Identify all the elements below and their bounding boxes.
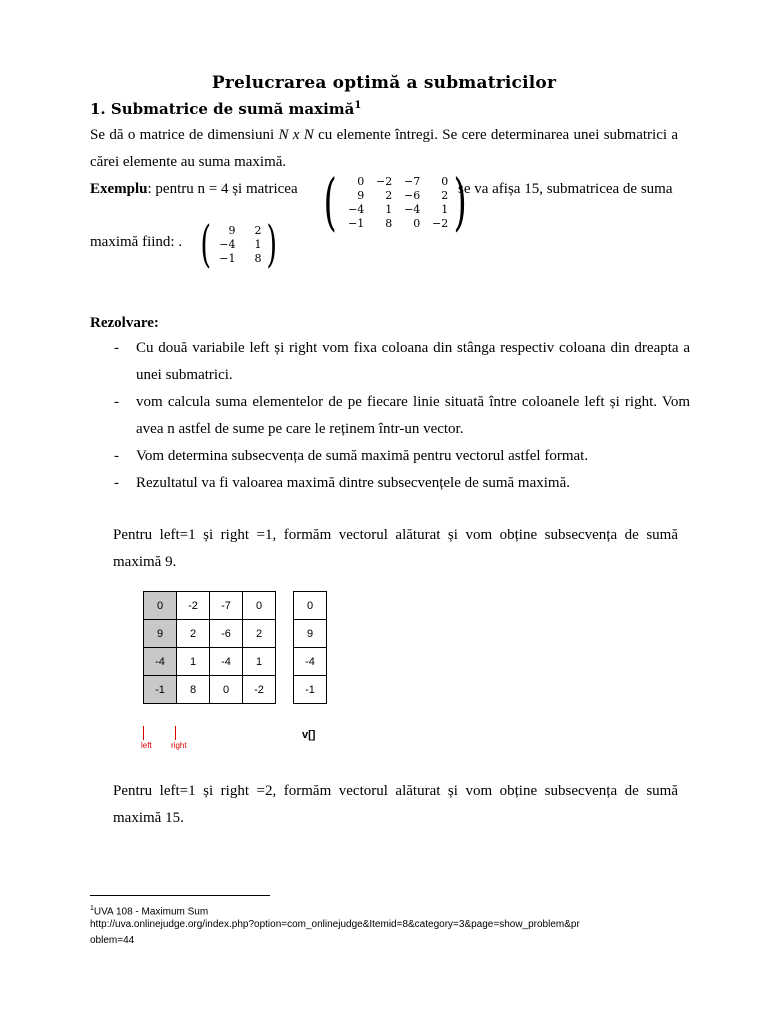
left-marker-label: left xyxy=(141,741,152,750)
solution-list-line: Rezultatul va fi valoarea maximă dintre subsecvențele de sumă maximă. xyxy=(136,475,571,491)
table-cell: 0 xyxy=(144,592,177,620)
solution-list xyxy=(90,335,690,497)
matrix-cell: 9 xyxy=(357,188,365,202)
table-cell: 0 xyxy=(210,676,243,704)
matrix-cell: 0 xyxy=(441,174,449,188)
matrix-cell: −7 xyxy=(403,174,421,188)
para2-line-1: Pentru left=1 și right =2, formăm vectorul alăturat și vom obține subsecvența de sumă xyxy=(113,783,678,799)
table-row xyxy=(294,592,327,620)
list-dash: - xyxy=(114,475,119,491)
matrix-cell: −2 xyxy=(375,174,393,188)
matrix-cell: 2 xyxy=(441,188,449,202)
matrix-cell: 1 xyxy=(385,202,393,216)
matrix-cell: −2 xyxy=(431,216,449,230)
matrix-cell: −6 xyxy=(403,188,421,202)
table-cell: -1 xyxy=(144,676,177,704)
footnote-mark: 1 xyxy=(90,905,94,912)
table-cell: -2 xyxy=(177,592,210,620)
table-cell: -2 xyxy=(243,676,276,704)
table-cell: 8 xyxy=(177,676,210,704)
intro-line-2: cărei elemente au suma maximă. xyxy=(90,154,287,170)
solution-list-line: Cu două variabile left și right vom fixa coloana din stânga respectiv coloana din dreapta a xyxy=(136,340,690,356)
table-row xyxy=(144,620,276,648)
matrix-cell: 0 xyxy=(357,174,365,188)
solution-list-item xyxy=(90,470,690,497)
matrix-cells xyxy=(342,175,448,230)
table-row xyxy=(294,620,327,648)
matrix-cell: −1 xyxy=(347,216,365,230)
table-cell: -6 xyxy=(210,620,243,648)
table-cell: 2 xyxy=(243,620,276,648)
page-title: Prelucrarea optimă a submatricilor xyxy=(211,73,557,93)
table-row xyxy=(144,648,276,676)
submatrix-cell: 1 xyxy=(254,237,262,251)
footnote-separator xyxy=(90,895,270,896)
footnote-reference[interactable]: 1 xyxy=(354,100,362,111)
footnote-url[interactable]: http://uva.onlinejudge.org/index.php?option=com_onlinejudge&Itemid=8&category=3&page=show_problem&pr xyxy=(90,919,580,930)
intro-text-b: cu elemente întregi. Se cere determinarea unei submatrici a xyxy=(313,127,679,143)
submatrix-cell: 8 xyxy=(254,251,262,265)
example-submatrix xyxy=(196,215,281,273)
matrix-cell: −4 xyxy=(347,202,365,216)
table-cell: 1 xyxy=(243,648,276,676)
vector-table xyxy=(293,591,327,704)
right-paren: ) xyxy=(453,165,467,238)
right-paren: ) xyxy=(265,215,277,273)
table-cell: 2 xyxy=(177,620,210,648)
intro-line-1 xyxy=(90,126,678,145)
example-line-2: maximă fiind: . xyxy=(90,234,183,250)
solution-list-line: unei submatrici. xyxy=(136,367,233,383)
table-row xyxy=(294,676,327,704)
left-marker-line xyxy=(143,726,144,740)
matrix-cell: 8 xyxy=(385,216,393,230)
table-cell: -4 xyxy=(210,648,243,676)
left-paren: ( xyxy=(323,165,337,238)
matrix-cell: 0 xyxy=(413,216,421,230)
solution-list-line: vom calcula suma elementelor de pe fiecare linie situată între coloanele left și right. Vom xyxy=(136,394,690,410)
table-cell: 9 xyxy=(144,620,177,648)
vector-cell: 9 xyxy=(294,620,327,648)
example-grid-table xyxy=(143,591,276,704)
vector-label: v[] xyxy=(302,729,316,741)
list-dash: - xyxy=(114,340,119,356)
solution-list-line: Vom determina subsecvența de sumă maximă pentru vectorul astfel format. xyxy=(136,448,589,464)
matrix-cell: −4 xyxy=(403,202,421,216)
matrix-cell: 2 xyxy=(385,188,393,202)
vector-cell: -1 xyxy=(294,676,327,704)
submatrix-cell: −1 xyxy=(219,251,236,265)
solution-list-item xyxy=(90,443,690,470)
intro-text-a: Se dă o matrice de dimensiuni xyxy=(90,127,279,143)
solution-heading: Rezolvare: xyxy=(90,315,159,331)
submatrix-cell: 9 xyxy=(228,223,236,237)
para1-line-2: maximă 9. xyxy=(113,554,177,570)
submatrix-cell: 2 xyxy=(254,223,262,237)
section-heading-text: 1. Submatrice de sumă maximă xyxy=(90,100,355,118)
vector-cell: 0 xyxy=(294,592,327,620)
submatrix-cell: −4 xyxy=(219,237,236,251)
example-matrix xyxy=(318,165,472,238)
list-dash: - xyxy=(114,394,119,410)
example-label: Exemplu xyxy=(90,181,148,197)
list-dash: - xyxy=(114,448,119,464)
solution-list-line: avea n astfel de sume pe care le reținem într-un vector. xyxy=(136,421,464,437)
solution-list-item xyxy=(90,389,690,443)
submatrix-cells xyxy=(216,224,262,265)
left-paren: ( xyxy=(200,215,212,273)
right-marker-line xyxy=(175,726,176,740)
footnote-url-continued[interactable]: oblem=44 xyxy=(90,935,135,946)
intro-dims: N x N xyxy=(278,127,314,143)
table-cell: 1 xyxy=(177,648,210,676)
para1-line-1: Pentru left=1 și right =1, formăm vectorul alăturat și vom obține subsecvența de sumă xyxy=(113,527,678,543)
table-cell: 0 xyxy=(243,592,276,620)
matrix-cell: 1 xyxy=(441,202,449,216)
table-row xyxy=(144,676,276,704)
example-line xyxy=(90,180,298,199)
solution-list-item xyxy=(90,335,690,389)
table-cell: -4 xyxy=(144,648,177,676)
right-marker-label: right xyxy=(171,741,187,750)
example-text-before: : pentru n = 4 și matricea xyxy=(147,181,298,197)
table-row xyxy=(294,648,327,676)
section-heading xyxy=(90,100,361,118)
footnote-title: UVA 108 - Maximum Sum xyxy=(93,906,209,918)
vector-cell: -4 xyxy=(294,648,327,676)
para2-line-2: maximă 15. xyxy=(113,810,184,826)
example-result-text: se va afișa 15, submatricea de suma xyxy=(458,181,673,197)
table-row xyxy=(144,592,276,620)
table-cell: -7 xyxy=(210,592,243,620)
